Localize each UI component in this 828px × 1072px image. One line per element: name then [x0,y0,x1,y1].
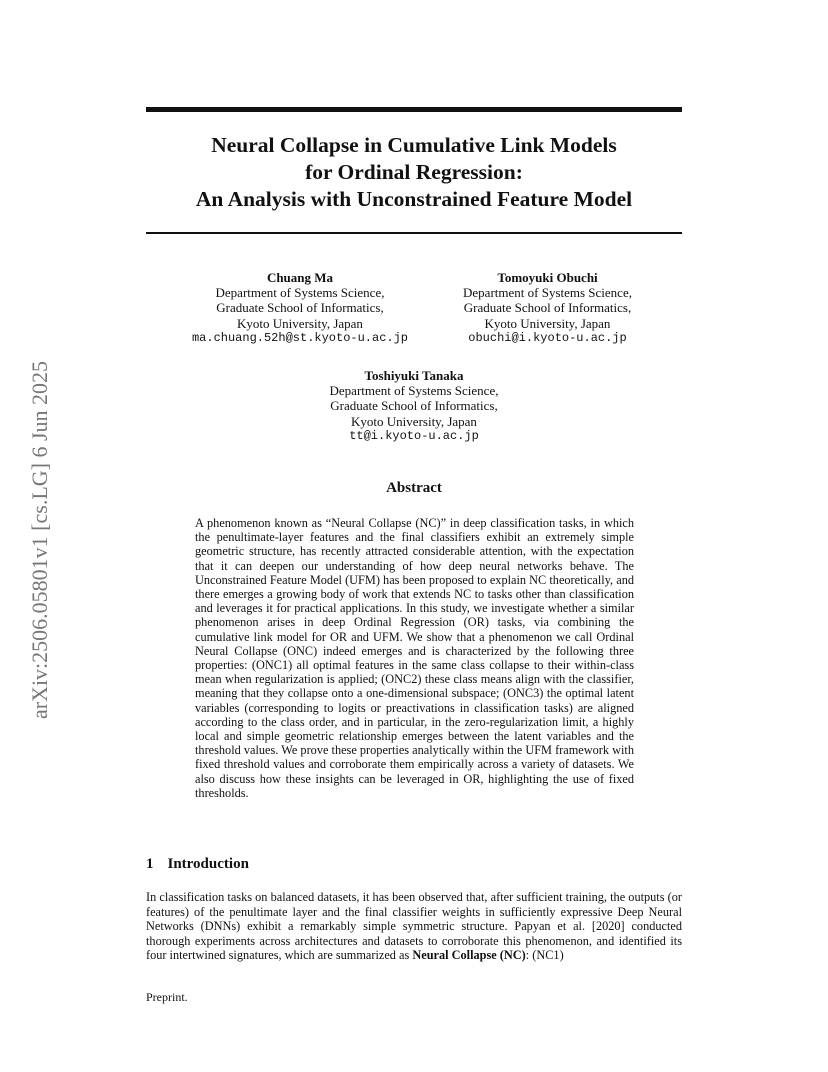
author-name: Chuang Ma [266,270,334,285]
author-block-3 [294,368,534,444]
title-line-3: An Analysis with Unconstrained Feature Model [195,187,633,211]
author-email[interactable]: tt@i.kyoto-u.ac.jp [349,428,479,443]
intro-text-continued: : (NC1) [525,948,564,962]
title-bottom-rule [146,232,682,234]
title-line-2: for Ordinal Regression: [305,160,523,184]
section-heading-introduction [146,856,249,873]
author-affiliation: Graduate School of Informatics, [330,398,498,414]
author-affiliation: Kyoto University, Japan [237,315,363,331]
footer-note: Preprint. [146,990,188,1004]
abstract-heading: Abstract [386,480,442,496]
author-block-1 [180,270,420,346]
author-email[interactable]: obuchi@i.kyoto-u.ac.jp [468,330,627,345]
author-affiliation: Department of Systems Science, [463,285,632,301]
author-affiliation: Kyoto University, Japan [351,413,477,429]
author-name: Tomoyuki Obuchi [497,270,598,285]
author-block-2 [425,270,670,346]
introduction-paragraph [146,890,682,963]
section-title: Introduction [167,856,249,872]
arxiv-stamp: arXiv:2506.05801v1 [cs.LG] 6 Jun 2025 [27,360,52,720]
author-name: Toshiyuki Tanaka [364,368,464,383]
author-affiliation: Department of Systems Science, [215,285,385,301]
author-affiliation: Graduate School of Informatics, [216,300,384,316]
title-line-1: Neural Collapse in Cumulative Link Models [211,133,617,157]
abstract-text: A phenomenon known as “Neural Collapse (NC)” in deep classification tasks, in which the penultimate-layer features and the final classifiers exhibit an extremely simple geometric structure, has recently attracted considerable attention, with the expectation that it can deepen our understanding of how deep neural networks behave. The Unconstrained Feature Model (UFM) has been proposed to explain NC theoretically, and there emerges a growing body of work that extends NC to tasks other than classification and leverages it for practical applications. In this study, we investigate whether a similar phenomenon arises in deep Ordinal Regression (OR) tasks, via combining the cumulative link model for OR and UFM. We show that a phenomenon we call Ordinal Neural Collapse (ONC) indeed emerges and is characterized by the following three properties: (ONC1) all optimal features in the same class collapse to their within-class mean when regularization is applied; (ONC2) these class means align with the classifier, meaning that they collapse onto a one-dimensional subspace; (ONC3) the optimal latent variables (corresponding to logits or preactivations in classification tasks) are aligned according to the class order, and in particular, in the zero-regularization limit, a highly local and simple geometric relationship emerges between the latent variables and the threshold values. We prove these properties analytically within the UFM framework with fixed threshold values and corroborate them empirically across a variety of datasets. We also discuss how these insights can be leveraged in OR, highlighting the use of fixed thresholds. [195,516,634,800]
author-affiliation: Kyoto University, Japan [484,315,611,331]
author-affiliation: Department of Systems Science, [329,383,499,399]
intro-bold-term: Neural Collapse (NC) [412,948,526,962]
title-top-rule [146,107,682,112]
paper-title [146,132,682,213]
intro-text: In classification tasks on balanced datasets, it has been observed that, after sufficient training, the outputs (or features) of the penultimate layer and the final classifier weights in sufficiently expressive Deep Neural Networks (DNNs) exhibit a remarkably simple symmetric structure. Papyan et al. [2020] conducted thorough experiments across architectures and datasets to corroborate this phenomenon, and identified its four intertwined signatures, which are summarized as [146,890,682,962]
author-email[interactable]: ma.chuang.52h@st.kyoto-u.ac.jp [191,330,409,345]
section-number: 1 [146,856,154,872]
author-affiliation: Graduate School of Informatics, [463,300,632,316]
